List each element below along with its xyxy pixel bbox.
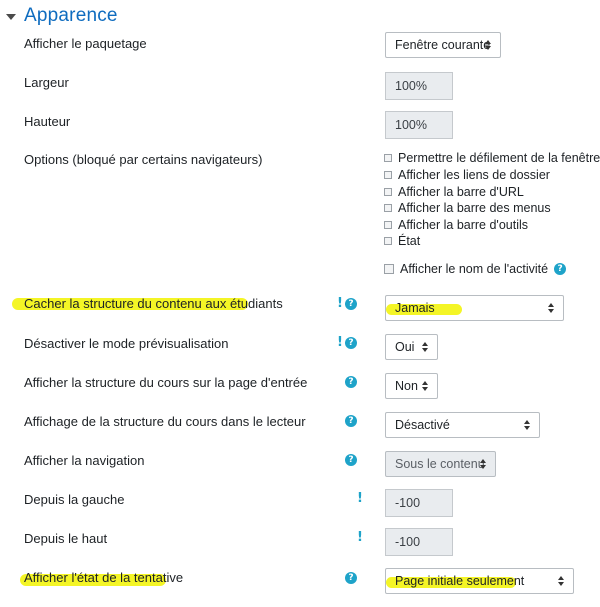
hide-structure-select-value: Jamais: [395, 301, 435, 315]
select-arrows-icon: [524, 420, 531, 430]
hide-structure-label: Cacher la structure du contenu aux étudiants: [24, 296, 283, 311]
option-label: Afficher le nom de l'activité: [400, 262, 549, 276]
attempt-status-select-value: Page initiale seulement: [395, 574, 525, 588]
height-label: Hauteur: [24, 114, 71, 129]
select-arrows-icon: [480, 459, 487, 469]
exclamation-icon[interactable]: !: [337, 296, 343, 311]
question-circle-icon[interactable]: ?: [345, 376, 357, 388]
disable-preview-select-value: Oui: [395, 340, 415, 354]
course-structure-entry-select-value: Non: [395, 379, 418, 393]
package-label: Afficher le paquetage: [24, 36, 147, 51]
course-structure-entry-select[interactable]: [385, 373, 438, 399]
disable-preview-label: Désactiver le mode prévisualisation: [24, 336, 229, 351]
package-select[interactable]: [385, 32, 501, 58]
checkbox[interactable]: [384, 237, 392, 245]
package-select-value: Fenêtre courante: [395, 38, 491, 52]
from-left-label: Depuis la gauche: [24, 492, 125, 507]
option-label: État: [398, 234, 421, 248]
option-activity-name[interactable]: [384, 261, 566, 277]
exclamation-icon[interactable]: !: [357, 491, 363, 506]
select-arrows-icon: [422, 342, 429, 352]
option-status[interactable]: [384, 233, 420, 249]
option-label: Afficher les liens de dossier: [398, 168, 550, 182]
hide-structure-select[interactable]: [385, 295, 564, 321]
option-label: Permettre le défilement de la fenêtre: [398, 151, 600, 165]
question-circle-icon[interactable]: ?: [345, 572, 357, 584]
option-scroll[interactable]: [384, 150, 600, 166]
width-input[interactable]: 100%: [385, 72, 453, 100]
exclamation-icon[interactable]: !: [337, 335, 343, 350]
checkbox[interactable]: [384, 204, 392, 212]
course-structure-entry-label: Afficher la structure du cours sur la page d'entrée: [24, 375, 308, 390]
navigation-select-value: Sous le contenu: [395, 457, 485, 471]
checkbox[interactable]: [384, 171, 392, 179]
checkbox[interactable]: [384, 264, 394, 274]
option-menu-bar[interactable]: [384, 200, 551, 216]
attempt-status-label: Afficher l'état de la tentative: [24, 570, 184, 585]
select-arrows-icon: [485, 40, 492, 50]
question-circle-icon[interactable]: ?: [345, 454, 357, 466]
height-input[interactable]: 100%: [385, 111, 453, 139]
from-top-label: Depuis le haut: [24, 531, 108, 546]
question-circle-icon[interactable]: ?: [345, 337, 357, 349]
option-folder-links[interactable]: [384, 167, 550, 183]
option-label: Afficher la barre d'URL: [398, 185, 524, 199]
option-url-bar[interactable]: [384, 184, 524, 200]
disable-preview-select[interactable]: [385, 334, 438, 360]
option-label: Afficher la barre d'outils: [398, 218, 528, 232]
section-header[interactable]: [6, 4, 118, 28]
section-title: Apparence: [24, 5, 118, 26]
checkbox[interactable]: [384, 188, 392, 196]
caret-down-icon[interactable]: [6, 14, 16, 20]
checkbox[interactable]: [384, 154, 392, 162]
select-arrows-icon: [558, 576, 565, 586]
option-label: Afficher la barre des menus: [398, 201, 551, 215]
question-circle-icon[interactable]: ?: [345, 415, 357, 427]
width-label: Largeur: [24, 75, 69, 90]
navigation-select[interactable]: [385, 451, 496, 477]
exclamation-icon[interactable]: !: [357, 530, 363, 545]
select-arrows-icon: [548, 303, 555, 313]
options-label: Options (bloqué par certains navigateurs): [24, 152, 263, 167]
option-toolbar[interactable]: [384, 217, 528, 233]
question-circle-icon[interactable]: ?: [554, 263, 566, 275]
attempt-status-select[interactable]: [385, 568, 574, 594]
from-left-input[interactable]: -100: [385, 489, 453, 517]
select-arrows-icon: [422, 381, 429, 391]
course-structure-player-select-value: Désactivé: [395, 418, 450, 432]
course-structure-player-label: Affichage de la structure du cours dans le lecteur: [24, 414, 306, 429]
course-structure-player-select[interactable]: [385, 412, 540, 438]
question-circle-icon[interactable]: ?: [345, 298, 357, 310]
checkbox[interactable]: [384, 221, 392, 229]
from-top-input[interactable]: -100: [385, 528, 453, 556]
navigation-label: Afficher la navigation: [24, 453, 145, 468]
